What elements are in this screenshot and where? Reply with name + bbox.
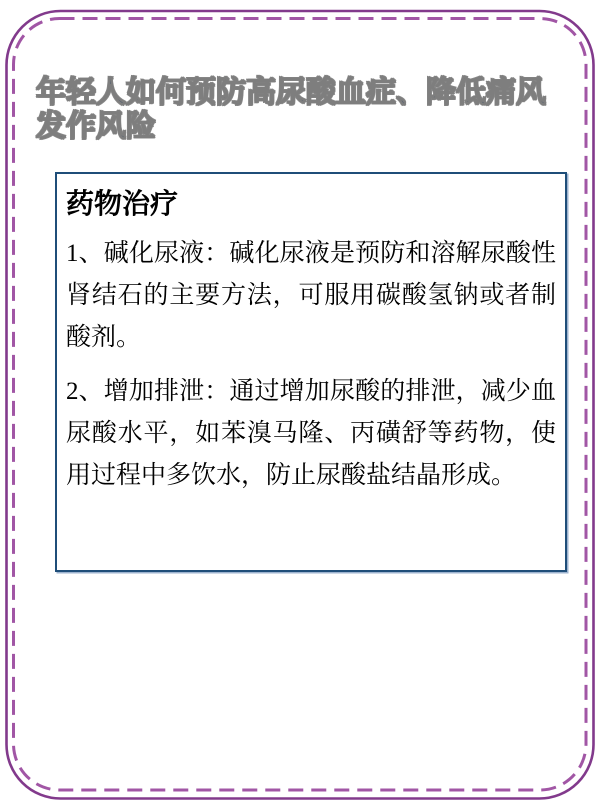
paragraph-line: 1、碱化尿液：碱化尿液是预防和溶解尿酸性: [66, 240, 556, 267]
card-heading: 药物治疗: [66, 188, 179, 219]
page-title: 年轻人如何预防高尿酸血症、降低痛风发作风险: [36, 76, 546, 143]
treatment-card: [55, 172, 567, 572]
paragraph-line: 2、增加排泄：通过增加尿酸的排泄，减少血: [66, 378, 556, 405]
paragraph: [66, 371, 556, 497]
paragraph-line: 酸剂。: [66, 324, 142, 351]
paragraph-line: 尿酸水平，如苯溴马隆、丙磺舒等药物，使: [66, 420, 556, 447]
paragraph-line: 用过程中多饮水，防止尿酸盐结晶形成。: [66, 462, 517, 489]
paragraph-line: 肾结石的主要方法，可服用碳酸氢钠或者制: [66, 282, 556, 309]
paragraph: [66, 233, 556, 359]
card-paragraphs: [66, 233, 556, 497]
